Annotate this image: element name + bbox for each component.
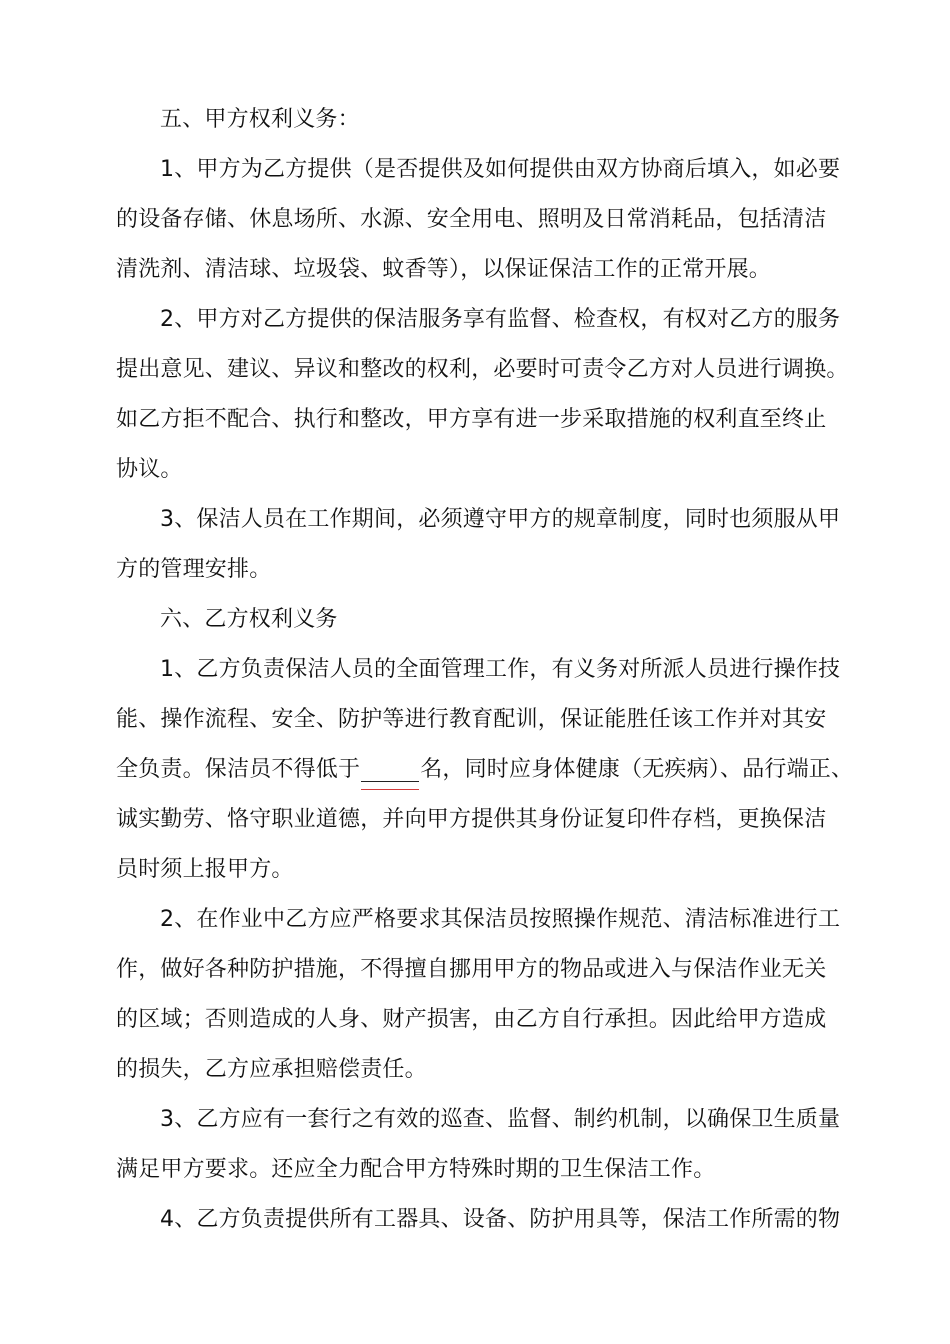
text-line: 方的管理安排。	[116, 557, 272, 582]
section-heading-party-a: 五、甲方权利义务：	[160, 107, 360, 132]
text-line-with-blank	[116, 745, 854, 795]
fill-in-blank	[361, 755, 419, 782]
text-line: 4、乙方负责提供所有工器具、设备、防护用具等，保洁工作所需的物	[160, 1207, 841, 1232]
text-line: 3、保洁人员在工作期间，必须遵守甲方的规章制度，同时也须服从甲	[160, 507, 841, 532]
text-line: 员时须上报甲方。	[116, 857, 294, 882]
text-line: 能、操作流程、安全、防护等进行教育配训，保证能胜任该工作并对其安	[116, 707, 827, 732]
text-line: 满足甲方要求。还应全力配合甲方特殊时期的卫生保洁工作。	[116, 1157, 716, 1182]
text-line: 1、乙方负责保洁人员的全面管理工作，有义务对所派人员进行操作技	[160, 657, 841, 682]
text-line: 的设备存储、休息场所、水源、安全用电、照明及日常消耗品，包括清洁	[116, 207, 827, 232]
text-line: 清洗剂、清洁球、垃圾袋、蚊香等），以保证保洁工作的正常开展。	[116, 257, 772, 282]
contract-text	[116, 95, 854, 1245]
text-line: 如乙方拒不配合、执行和整改，甲方享有进一步采取措施的权利直至终止	[116, 407, 827, 432]
text-segment: 名，同时应身体健康（无疾病）、品行端正、	[420, 757, 854, 782]
text-segment: 全负责。保洁员不得低于	[116, 757, 361, 782]
section-heading-party-b: 六、乙方权利义务	[160, 607, 338, 632]
text-line: 作，做好各种防护措施，不得擅自挪用甲方的物品或进入与保洁作业无关	[116, 957, 827, 982]
text-line: 提出意见、建议、异议和整改的权利，必要时可责令乙方对人员进行调换。	[116, 357, 849, 382]
text-line: 协议。	[116, 457, 183, 482]
text-line: 3、乙方应有一套行之有效的巡查、监督、制约机制，以确保卫生质量	[160, 1107, 841, 1132]
text-line: 1、甲方为乙方提供（是否提供及如何提供由双方协商后填入，如必要	[160, 157, 841, 182]
text-line: 2、甲方对乙方提供的保洁服务享有监督、检查权，有权对乙方的服务	[160, 307, 841, 332]
text-line: 的损失，乙方应承担赔偿责任。	[116, 1057, 427, 1082]
text-line: 诚实勤劳、恪守职业道德，并向甲方提供其身份证复印件存档，更换保洁	[116, 807, 827, 832]
text-line: 2、在作业中乙方应严格要求其保洁员按照操作规范、清洁标准进行工	[160, 907, 841, 932]
text-line: 的区域；否则造成的人身、财产损害，由乙方自行承担。因此给甲方造成	[116, 1007, 827, 1032]
